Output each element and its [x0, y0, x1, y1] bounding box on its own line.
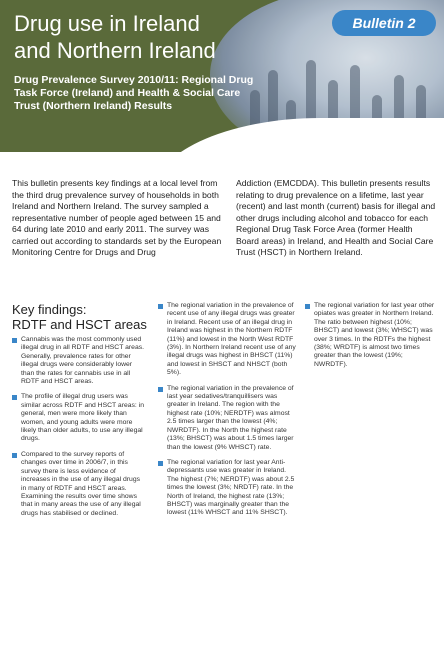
list-item: The regional variation in the prevalence of recent use of any illegal drugs was greater in Ireland. Recent use of an illegal drug in Ireland was highest in the Northern RDTF (11%) and lowest in the North West RDTF (3%). In Northern Ireland recent use of any illegal drugs was highest in BHSCT (11%) and lowest in SHSCT and NHSCT (both 5%). [158, 302, 298, 378]
list-item: Compared to the survey reports of changes over time in 2006/7, in this survey there is less evidence of increases in the use of any illegal drugs in many of RDTF and HSCT areas. Examining the results over time shows that in many areas the use of any illegal drugs has stabilised or declined. [12, 451, 146, 518]
page-subtitle: Drug Prevalence Survey 2010/11: Regional Drug Task Force (Ireland) and Health & Social Care Trust (Northern Ireland) Results [14, 74, 254, 112]
list-item: The profile of illegal drug users was similar across RDTF and HSCT areas: in general, men were more likely than women, and young adults were more likely than older adults, to use any illegal drugs. [12, 393, 146, 443]
list-item: Cannabis was the most commonly used illegal drug in all RDTF and HSCT areas. Generally, prevalence rates for other illegal drugs were considerably lower than the rates for cannabis use in all RDTF and HSCT areas. [12, 336, 146, 386]
bullet-square-icon [158, 304, 163, 309]
list-item: The regional variation in the prevalence of last year sedatives/tranquillisers was greater in Ireland. The region with the highest rate (10%; NERDTF) was almost 2.5 times larger than the lowest (4%; NWRDTF). In the North the highest rate (13%; BHSCT) was about 1.5 times larger than the lowest (9% WHSCT) rate. [158, 385, 298, 452]
key-findings-heading: Key findings: RDTF and HSCT areas [12, 302, 147, 332]
list-item: The regional variation for last year other opiates was greater in Northern Ireland. The ratio between highest (10%; BHSCT) and lowest (3%; WHSCT) was over 3 times. In the RDTFs the highest (38%; WRDTF) is almost two times greater than the lowest (19%; NWRDTF). [305, 302, 435, 369]
bullet-square-icon [12, 395, 17, 400]
bullet-square-icon [12, 453, 17, 458]
page-title: Drug use in Ireland and Northern Ireland [14, 11, 216, 63]
bullet-square-icon [158, 461, 163, 466]
intro-paragraph-right: Addiction (EMCDDA). This bulletin presents results relating to drug prevalence on a lifetime, last year (recent) and last month (current) basis for illegal and other drugs including alcohol and tobacco for each Regional Drug Task Force Area (former Health Board areas) in Ireland, and Health and Social Care Trust (HSCT) in Northern Ireland. [236, 178, 436, 257]
intro-paragraph-left: This bulletin presents key findings at a local level from the third drug prevalence survey of households in both Ireland and Northern Ireland. The survey sampled a representative number of people aged between 15 and 64 during late 2010 and early 2011. The survey was carried out according to standards set by the European Monitoring Centre for Drugs and Drug [12, 178, 222, 257]
header-banner [0, 0, 444, 152]
findings-column-1 [12, 336, 146, 525]
findings-column-3 [305, 302, 435, 376]
bullet-square-icon [305, 304, 310, 309]
findings-column-2 [158, 302, 298, 525]
list-item: The regional variation for last year Anti-depressants use was greater in Ireland. The highest (7%; NERDTF) was about 2.5 times the lowest (3%; NRDTF) rate. In the North of Ireland, the highest rate (13%; BHSCT) was marginally greater than the lowest (11% WHSCT and 11% SHSCT). [158, 459, 298, 518]
bullet-square-icon [158, 387, 163, 392]
bullet-square-icon [12, 338, 17, 343]
bulletin-badge: Bulletin 2 [332, 10, 436, 36]
header-swoosh [150, 118, 444, 152]
